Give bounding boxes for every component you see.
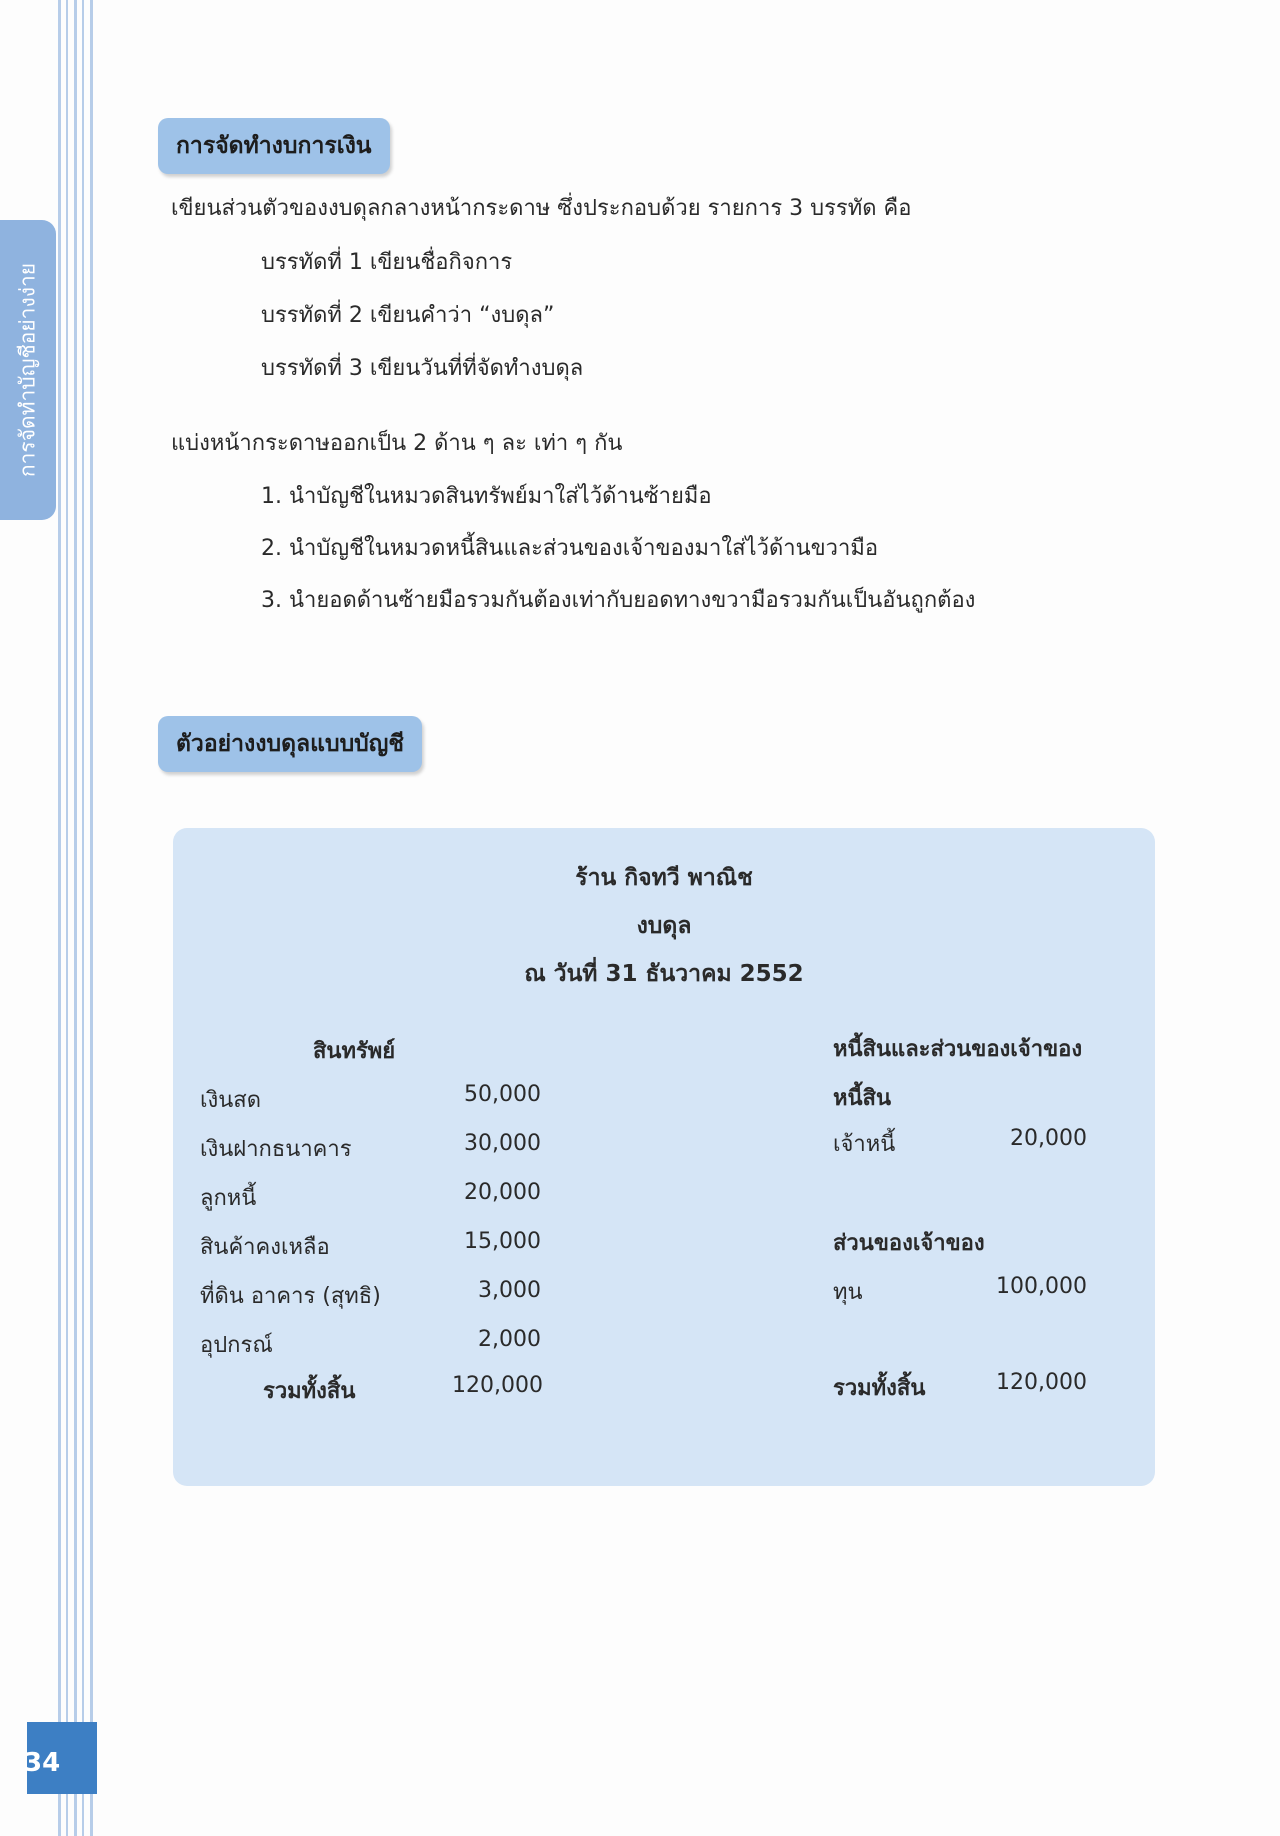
- step-2: 2. นำบัญชีในหมวดหนี้สินและส่วนของเจ้าของมาใส่ไว้ด้านขวามือ: [261, 536, 879, 561]
- step-1: 1. นำบัญชีในหมวดสินทรัพย์มาใส่ไว้ด้านซ้ายมือ: [261, 484, 712, 509]
- asset-amount: 15,000: [464, 1229, 541, 1254]
- asset-name: สินค้าคงเหลือ: [200, 1235, 330, 1260]
- liabilities-equity-heading: หนี้สินและส่วนของเจ้าของ: [833, 1037, 1083, 1062]
- page-number: 34: [24, 1748, 61, 1778]
- liability-name: เจ้าหนี้: [833, 1132, 896, 1157]
- asset-name: ที่ดิน อาคาร (สุทธิ): [200, 1284, 381, 1309]
- asset-name: ลูกหนี้: [200, 1186, 257, 1211]
- liab-total-amount: 120,000: [996, 1370, 1087, 1395]
- assets-heading: สินทรัพย์: [313, 1039, 396, 1064]
- section-title-financial-statements: การจัดทำงบการเงิน: [158, 118, 390, 174]
- asset-amount: 20,000: [464, 1180, 541, 1205]
- asset-amount: 30,000: [464, 1131, 541, 1156]
- intro-text: เขียนส่วนตัวของงบดุลกลางหน้ากระดาษ ซึ่งประกอบด้วย รายการ 3 บรรทัด คือ: [171, 196, 912, 221]
- line-item-1: บรรทัดที่ 1 เขียนชื่อกิจการ: [261, 250, 513, 275]
- company-name: ร้าน กิจทวี พาณิช: [575, 865, 753, 891]
- assets-total-amount: 120,000: [452, 1373, 543, 1398]
- asset-name: อุปกรณ์: [200, 1333, 273, 1358]
- split-page-text: แบ่งหน้ากระดาษออกเป็น 2 ด้าน ๆ ละ เท่า ๆ กัน: [171, 431, 623, 456]
- asset-amount: 50,000: [464, 1082, 541, 1107]
- section-title-example: ตัวอย่างงบดุลแบบบัญชี: [158, 716, 422, 772]
- liability-amount: 20,000: [1010, 1126, 1087, 1151]
- side-chapter-label: การจัดทำบัญชีอย่างง่าย: [15, 262, 40, 478]
- liabilities-heading: หนี้สิน: [833, 1086, 892, 1111]
- equity-heading: ส่วนของเจ้าของ: [833, 1231, 985, 1256]
- asset-amount: 3,000: [478, 1278, 541, 1303]
- asset-amount: 2,000: [478, 1327, 541, 1352]
- statement-date: ณ วันที่ 31 ธันวาคม 2552: [524, 961, 804, 987]
- balance-sheet-example: [173, 828, 1155, 1486]
- equity-name: ทุน: [833, 1280, 863, 1305]
- line-item-3: บรรทัดที่ 3 เขียนวันที่ที่จัดทำงบดุล: [261, 356, 584, 381]
- step-3: 3. นำยอดด้านซ้ายมือรวมกันต้องเท่ากับยอดทางขวามือรวมกันเป็นอันถูกต้อง: [261, 588, 976, 613]
- asset-name: เงินฝากธนาคาร: [200, 1137, 352, 1162]
- assets-total-label: รวมทั้งสิ้น: [263, 1379, 356, 1404]
- statement-title: งบดุล: [636, 913, 692, 939]
- line-item-2: บรรทัดที่ 2 เขียนคำว่า “งบดุล”: [261, 303, 555, 328]
- liab-total-label: รวมทั้งสิ้น: [833, 1376, 926, 1401]
- equity-amount: 100,000: [996, 1274, 1087, 1299]
- asset-name: เงินสด: [200, 1088, 262, 1113]
